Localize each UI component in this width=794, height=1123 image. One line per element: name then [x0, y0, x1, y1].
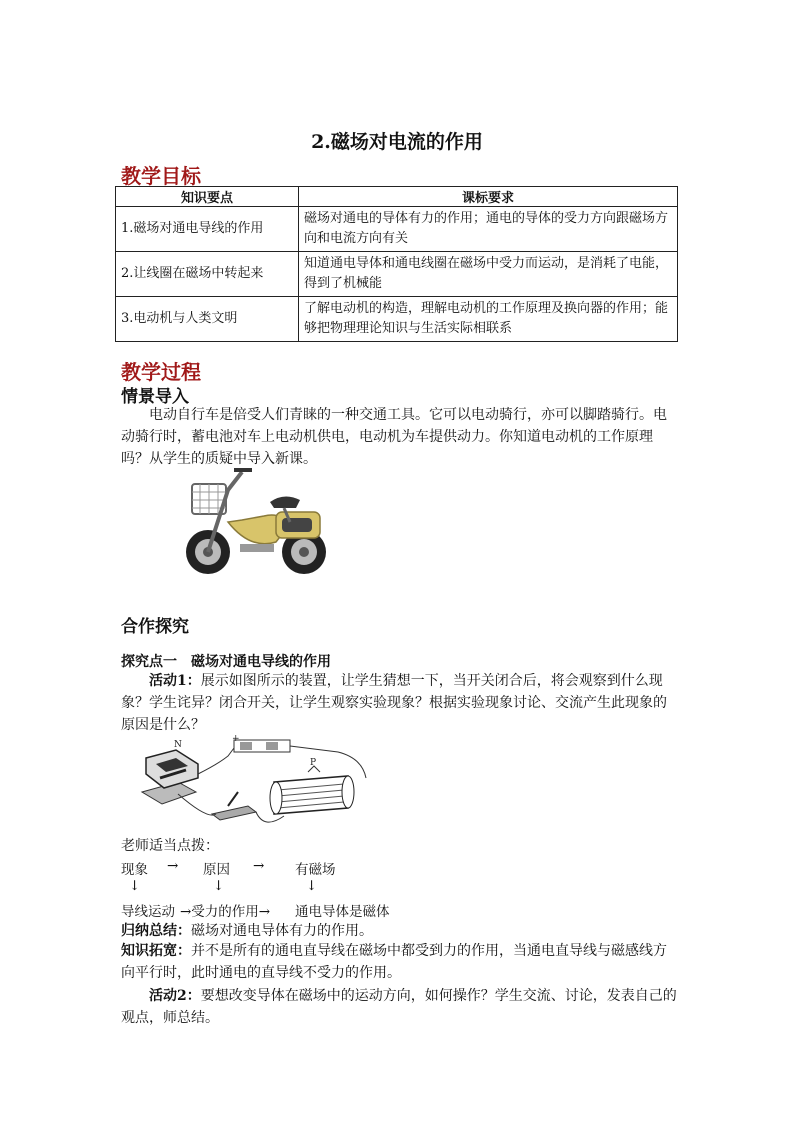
flow-arrow-right: → [167, 858, 179, 874]
flow-has-field: 有磁场 [295, 862, 336, 878]
point1-heading: 探究点一 磁场对通电导线的作用 [121, 654, 331, 670]
table-cell-point: 1.磁场对通电导线的作用 [116, 207, 299, 252]
rheostat-slider-label: P [310, 758, 317, 768]
battery-plus-label: + [232, 734, 240, 744]
table-cell-point: 2.让线圈在磁场中转起来 [116, 252, 299, 297]
summary-line [121, 921, 373, 941]
flow-phenomenon: 现象 [121, 862, 148, 878]
flow-force-acts: →受力的作用→ [180, 904, 271, 920]
goals-table [115, 186, 678, 342]
intro-paragraph: 电动自行车是倍受人们青睐的一种交通工具。它可以电动骑行，亦可以脚踏骑行。电动骑行时，蓄电池对车上电动机供电，电动机为车提供动力。你知道电动机的工作原理吗？从学生的质疑中导入新课。 [121, 407, 667, 467]
table-cell-requirement: 了解电动机的构造，理解电动机的工作原理及换向器的作用；能够把物理理论知识与生活实际相联系 [299, 297, 678, 342]
table-row [116, 297, 678, 342]
extension-label: 知识拓宽： [121, 943, 191, 959]
experiment-apparatus-diagram [138, 734, 378, 834]
extension-text: 并不是所有的通电直导线在磁场中都受到力的作用，当通电直导线与磁感线方向平行时，此时通电的直导线不受力的作用。 [121, 943, 667, 981]
summary-label: 归纳总结： [121, 923, 191, 939]
extension-paragraph [121, 940, 677, 984]
activity2-text: 要想改变导体在磁场中的运动方向，如何操作？学生交流、讨论，发表自己的观点，师总结。 [121, 988, 677, 1026]
magnet-north-label: N [174, 740, 182, 750]
table-row [116, 207, 678, 252]
activity2-paragraph [121, 985, 677, 1029]
activity2-label: 活动2： [149, 988, 201, 1004]
electric-bike-image [180, 462, 332, 580]
page-title: 2.磁场对电流的作用 [311, 131, 483, 153]
activity1-text: 展示如图所示的装置，让学生猜想一下，当开关闭合后，将会观察到什么现象？学生诧异？闭合开关，让学生观察实验现象？根据实验现象讨论、交流产生此现象的原因是什么？ [121, 673, 667, 733]
table-header-row [116, 187, 678, 207]
table-header-requirement: 课标要求 [299, 187, 678, 207]
flow-conductor-magnet: 通电导体是磁体 [295, 904, 390, 920]
activity1-label: 活动1： [149, 673, 201, 689]
flow-arrow-right: → [253, 858, 265, 874]
section-heading-goals: 教学目标 [121, 164, 201, 188]
section-heading-process: 教学过程 [121, 360, 201, 384]
table-header-point: 知识要点 [116, 187, 299, 207]
flow-arrow-down: ↓ [129, 878, 141, 894]
table-row [116, 252, 678, 297]
table-cell-requirement: 知道通电导体和通电线圈在磁场中受力而运动，是消耗了电能，得到了机械能 [299, 252, 678, 297]
table-cell-point: 3.电动机与人类文明 [116, 297, 299, 342]
flow-cause: 原因 [203, 862, 230, 878]
section-heading-intro: 情景导入 [121, 387, 189, 407]
table-cell-requirement: 磁场对通电的导体有力的作用；通电的导体的受力方向跟磁场方向和电流方向有关 [299, 207, 678, 252]
flow-arrow-down: ↓ [306, 878, 318, 894]
summary-text: 磁场对通电导体有力的作用。 [191, 923, 373, 939]
section-heading-explore: 合作探究 [121, 617, 189, 637]
activity1-paragraph [121, 670, 677, 736]
flow-wire-moves: 导线运动 [121, 904, 175, 920]
teacher-hint: 老师适当点拨： [121, 838, 219, 854]
flow-arrow-down: ↓ [213, 878, 225, 894]
